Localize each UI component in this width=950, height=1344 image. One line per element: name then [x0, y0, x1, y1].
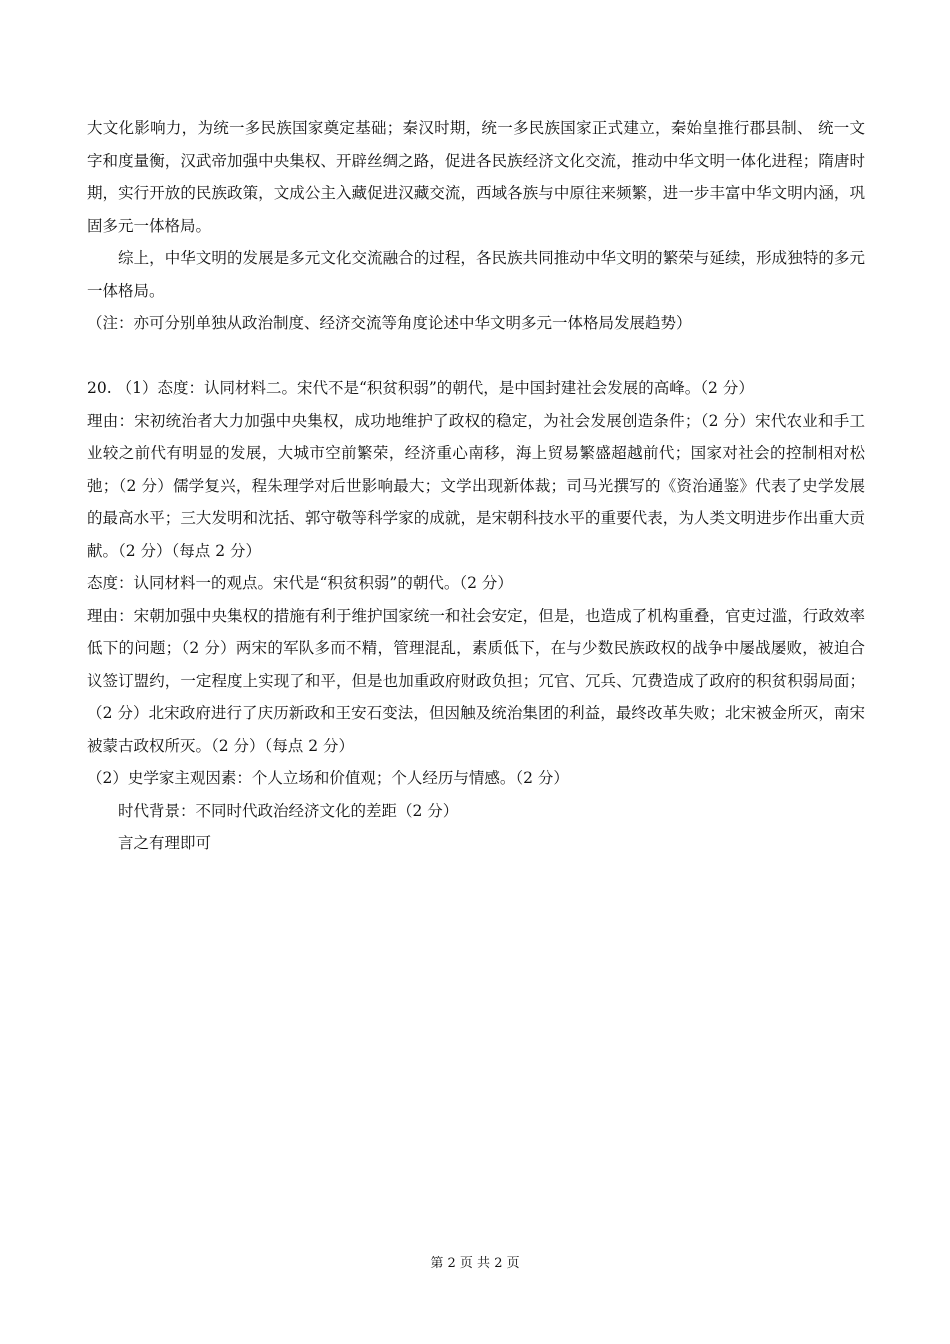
question-20-part-2-remark: 言之有理即可 — [118, 834, 212, 852]
question-20-reason-a: 理由：宋初统治者大力加强中央集权，成功地维护了政权的稳定，为社会发展创造条件；（2 分）宋代农业和手工业较之前代有明显的发展，大城市空前繁荣，经济重心南移，海上贸易繁盛超越前代；国家对社会的控制相对松弛；（2 分）儒学复兴，程朱理学对后世影响最大；文学出现新体裁；司马光撰写的《资治通鉴》代表了史学发展的最高水平；三大发明和沈括、郭守敬等科学家的成就，是宋朝科技水平的重要代表，为人类文明进步作出重大贡献。（2 分）（每点 2 分） — [87, 411, 865, 560]
question-20-part-1-stance-b: 态度：认同材料一的观点。宋代是“积贫积弱”的朝代。（2 分） — [87, 574, 513, 592]
page-footer: 第 2 页 共 2 页 — [430, 1256, 520, 1271]
question-20-part-1-stance-a: 20. （1）态度：认同材料二。宋代不是“积贫积弱”的朝代，是中国封建社会发展的高峰。（2 分） — [87, 379, 754, 397]
spacer — [87, 340, 865, 373]
question-20-part-2: （2）史学家主观因素：个人立场和价值观；个人经历与情感。（2 分） — [87, 769, 569, 787]
paragraph-conclusion: 综上，中华文明的发展是多元文化交流融合的过程，各民族共同推动中华文明的繁荣与延续，形成独特的多元一体格局。 — [87, 249, 865, 300]
document-body — [87, 112, 865, 860]
paragraph-history-overview: 大文化影响力，为统一多民族国家奠定基础；秦汉时期，统一多民族国家正式建立，秦始皇推行郡县制、 统一文字和度量衡，汉武帝加强中央集权、开辟丝绸之路，促进各民族经济文化交流，推动中华文明一体化进程；隋唐时期，实行开放的民族政策，文成公主入藏促进汉藏交流，西域各族与中原往来频繁，进一步丰富中华文明内涵，巩固多元一体格局。 — [87, 119, 865, 235]
question-20-reason-b: 理由：宋朝加强中央集权的措施有利于维护国家统一和社会安定，但是，也造成了机构重叠，官吏过滥，行政效率低下的问题；（2 分）两宋的军队多而不精，管理混乱，素质低下，在与少数民族政权的战争中屡战屡败，被迫合议签订盟约，一定程度上实现了和平，但是也加重政府财政负担；冗官、冗兵、冗费造成了政府的积贫积弱局面；（2 分）北宋政府进行了庆历新政和王安石变法，但因触及统治集团的利益，最终改革失败；北宋被金所灭，南宋被蒙古政权所灭。（2 分）（每点 2 分） — [87, 606, 865, 755]
paragraph-note: （注：亦可分别单独从政治制度、经济交流等角度论述中华文明多元一体格局发展趋势） — [87, 314, 692, 332]
question-20-part-2-background: 时代背景：不同时代政治经济文化的差距（2 分） — [118, 801, 459, 820]
